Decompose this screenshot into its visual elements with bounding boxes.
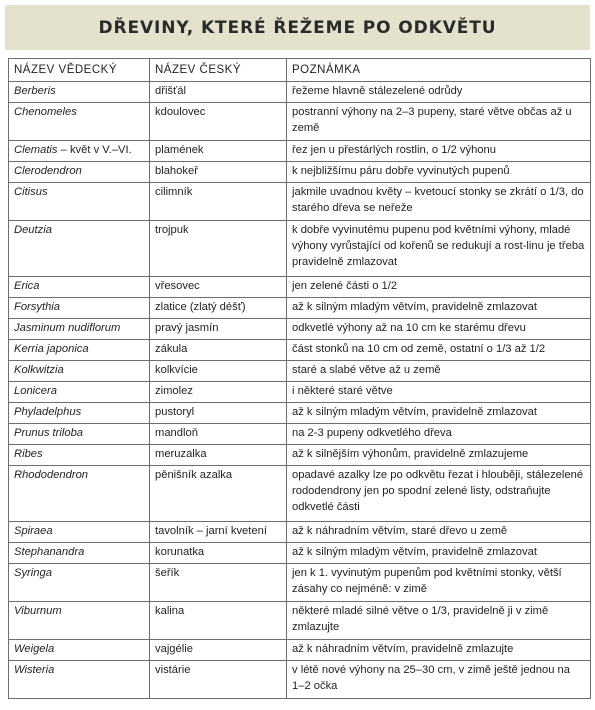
czech-name: zlatice (zlatý déšť) (150, 298, 287, 319)
table-row (9, 319, 591, 340)
note: až k silným mladým větvím, pravidelně zmlazovat (287, 298, 591, 319)
table-row (9, 522, 591, 543)
note: k dobře vyvinutému pupenu pod květními výhony, mladé výhony vyrůstající od kořenů se redukují a rost-linu je třeba pravidelně zmlazovat (287, 221, 591, 277)
scientific-name: Prunus triloba (14, 427, 84, 439)
czech-name: zákula (150, 340, 287, 361)
scientific-name: Berberis (14, 85, 56, 97)
note: jakmile uvadnou květy – kvetoucí stonky se zkrátí o 1/3, do starého dřeva se neřeže (287, 183, 591, 221)
note: jen zelené části o 1/2 (287, 277, 591, 298)
scientific-name: Citisus (14, 186, 48, 198)
scientific-name-cell (9, 103, 150, 141)
scientific-name-cell (9, 445, 150, 466)
title-banner (5, 5, 590, 50)
czech-name: kdoulovec (150, 103, 287, 141)
czech-name: trojpuk (150, 221, 287, 277)
table-row (9, 298, 591, 319)
scientific-name: Syringa (14, 567, 52, 579)
scientific-name: Kerria japonica (14, 343, 89, 355)
table-row (9, 640, 591, 661)
note: řez jen u přestárlých rostlin, o 1/2 výhonu (287, 141, 591, 162)
table-row (9, 103, 591, 141)
czech-name: plamének (150, 141, 287, 162)
scientific-name: Rhododendron (14, 469, 89, 481)
scientific-name: Wisteria (14, 664, 55, 676)
header-scientific-name: NÁZEV VĚDECKÝ (9, 59, 150, 82)
scientific-name-cell (9, 183, 150, 221)
czech-name: kalina (150, 602, 287, 640)
note: i některé staré větve (287, 382, 591, 403)
scientific-name-cell (9, 522, 150, 543)
czech-name: pravý jasmín (150, 319, 287, 340)
table-row (9, 340, 591, 361)
table-row (9, 445, 591, 466)
scientific-name: Kolkwitzia (14, 364, 64, 376)
page-title: DŘEVINY, KTERÉ ŘEŽEME PO ODKVĚTU (98, 17, 497, 38)
table-row (9, 543, 591, 564)
scientific-name: Forsythia (14, 301, 61, 313)
scientific-name-cell (9, 564, 150, 602)
czech-name: vřesovec (150, 277, 287, 298)
scientific-name-cell (9, 319, 150, 340)
scientific-name-cell (9, 340, 150, 361)
note: k nejbližšímu páru dobře vyvinutých pupenů (287, 162, 591, 183)
czech-name: korunatka (150, 543, 287, 564)
scientific-name: Deutzia (14, 224, 52, 236)
scientific-name-cell (9, 543, 150, 564)
note: řežeme hlavně stálezelené odrůdy (287, 82, 591, 103)
scientific-name: Spiraea (14, 525, 53, 537)
scientific-name: Viburnum (14, 605, 62, 617)
scientific-name-cell (9, 466, 150, 522)
czech-name: pustoryl (150, 403, 287, 424)
scientific-name-cell (9, 141, 150, 162)
note: až k náhradním větvím, pravidelně zmlazujte (287, 640, 591, 661)
table-row (9, 424, 591, 445)
czech-name: blahokeř (150, 162, 287, 183)
table-row (9, 564, 591, 602)
scientific-name-cell (9, 82, 150, 103)
scientific-name: Phyladelphus (14, 406, 82, 418)
czech-name: vajgélie (150, 640, 287, 661)
scientific-name-cell (9, 661, 150, 699)
czech-name: šeřík (150, 564, 287, 602)
scientific-name-cell (9, 361, 150, 382)
scientific-name-cell (9, 298, 150, 319)
scientific-name: Weigela (14, 643, 55, 655)
czech-name: meruzalka (150, 445, 287, 466)
header-note: POZNÁMKA (287, 59, 591, 82)
header-czech-name: NÁZEV ČESKÝ (150, 59, 287, 82)
scientific-name: Clematis (14, 144, 58, 156)
note: odkvetlé výhony až na 10 cm ke starému dřevu (287, 319, 591, 340)
table-header-row (9, 59, 591, 82)
scientific-name-note: – květ v V.–VI. (57, 144, 132, 156)
table-row (9, 602, 591, 640)
table-row (9, 277, 591, 298)
scientific-name-cell (9, 277, 150, 298)
table-row (9, 661, 591, 699)
scientific-name-cell (9, 221, 150, 277)
czech-name: cilimník (150, 183, 287, 221)
table-row (9, 403, 591, 424)
table-row (9, 82, 591, 103)
note: opadavé azalky lze po odkvětu řezat i hlouběji, stálezelené rododendrony jen po spodní zelené listy, odstraňujte odkvetlé části (287, 466, 591, 522)
note: některé mladé silné větve o 1/3, pravidelně ji v zimě zmlazujte (287, 602, 591, 640)
scientific-name: Erica (14, 280, 40, 292)
note: část stonků na 10 cm od země, ostatní o 1/3 až 1/2 (287, 340, 591, 361)
note: postranní výhony na 2–3 pupeny, staré větve občas až u země (287, 103, 591, 141)
pruning-table (8, 58, 591, 699)
scientific-name: Chenomeles (14, 106, 77, 118)
note: až k náhradním větvím, staré dřevo u země (287, 522, 591, 543)
note: až k silným mladým větvím, pravidelně zmlazovat (287, 403, 591, 424)
czech-name: dřišťál (150, 82, 287, 103)
czech-name: zimolez (150, 382, 287, 403)
scientific-name: Ribes (14, 448, 43, 460)
note: jen k 1. vyvinutým pupenům pod květními stonky, větší zásahy co nejméně: v zimě (287, 564, 591, 602)
table-row (9, 221, 591, 277)
table-row (9, 466, 591, 522)
note: staré a slabé větve až u země (287, 361, 591, 382)
note: v létě nové výhony na 25–30 cm, v zimě ještě jednou na 1–2 očka (287, 661, 591, 699)
czech-name: mandloň (150, 424, 287, 445)
scientific-name-cell (9, 403, 150, 424)
czech-name: kolkvície (150, 361, 287, 382)
note: na 2-3 pupeny odkvetlého dřeva (287, 424, 591, 445)
scientific-name-cell (9, 382, 150, 403)
czech-name: vistárie (150, 661, 287, 699)
note: až k silnějším výhonům, pravidelně zmlazujeme (287, 445, 591, 466)
table-row (9, 141, 591, 162)
scientific-name: Clerodendron (14, 165, 82, 177)
scientific-name: Jasminum nudiflorum (14, 322, 121, 334)
table-row (9, 162, 591, 183)
table-row (9, 183, 591, 221)
czech-name: pěnišník azalka (150, 466, 287, 522)
note: až k silným mladým větvím, pravidelně zmlazovat (287, 543, 591, 564)
scientific-name: Lonicera (14, 385, 57, 397)
scientific-name: Stephanandra (14, 546, 85, 558)
czech-name: tavolník – jarní kvetení (150, 522, 287, 543)
scientific-name-cell (9, 602, 150, 640)
table-row (9, 361, 591, 382)
scientific-name-cell (9, 424, 150, 445)
table-row (9, 382, 591, 403)
scientific-name-cell (9, 640, 150, 661)
scientific-name-cell (9, 162, 150, 183)
